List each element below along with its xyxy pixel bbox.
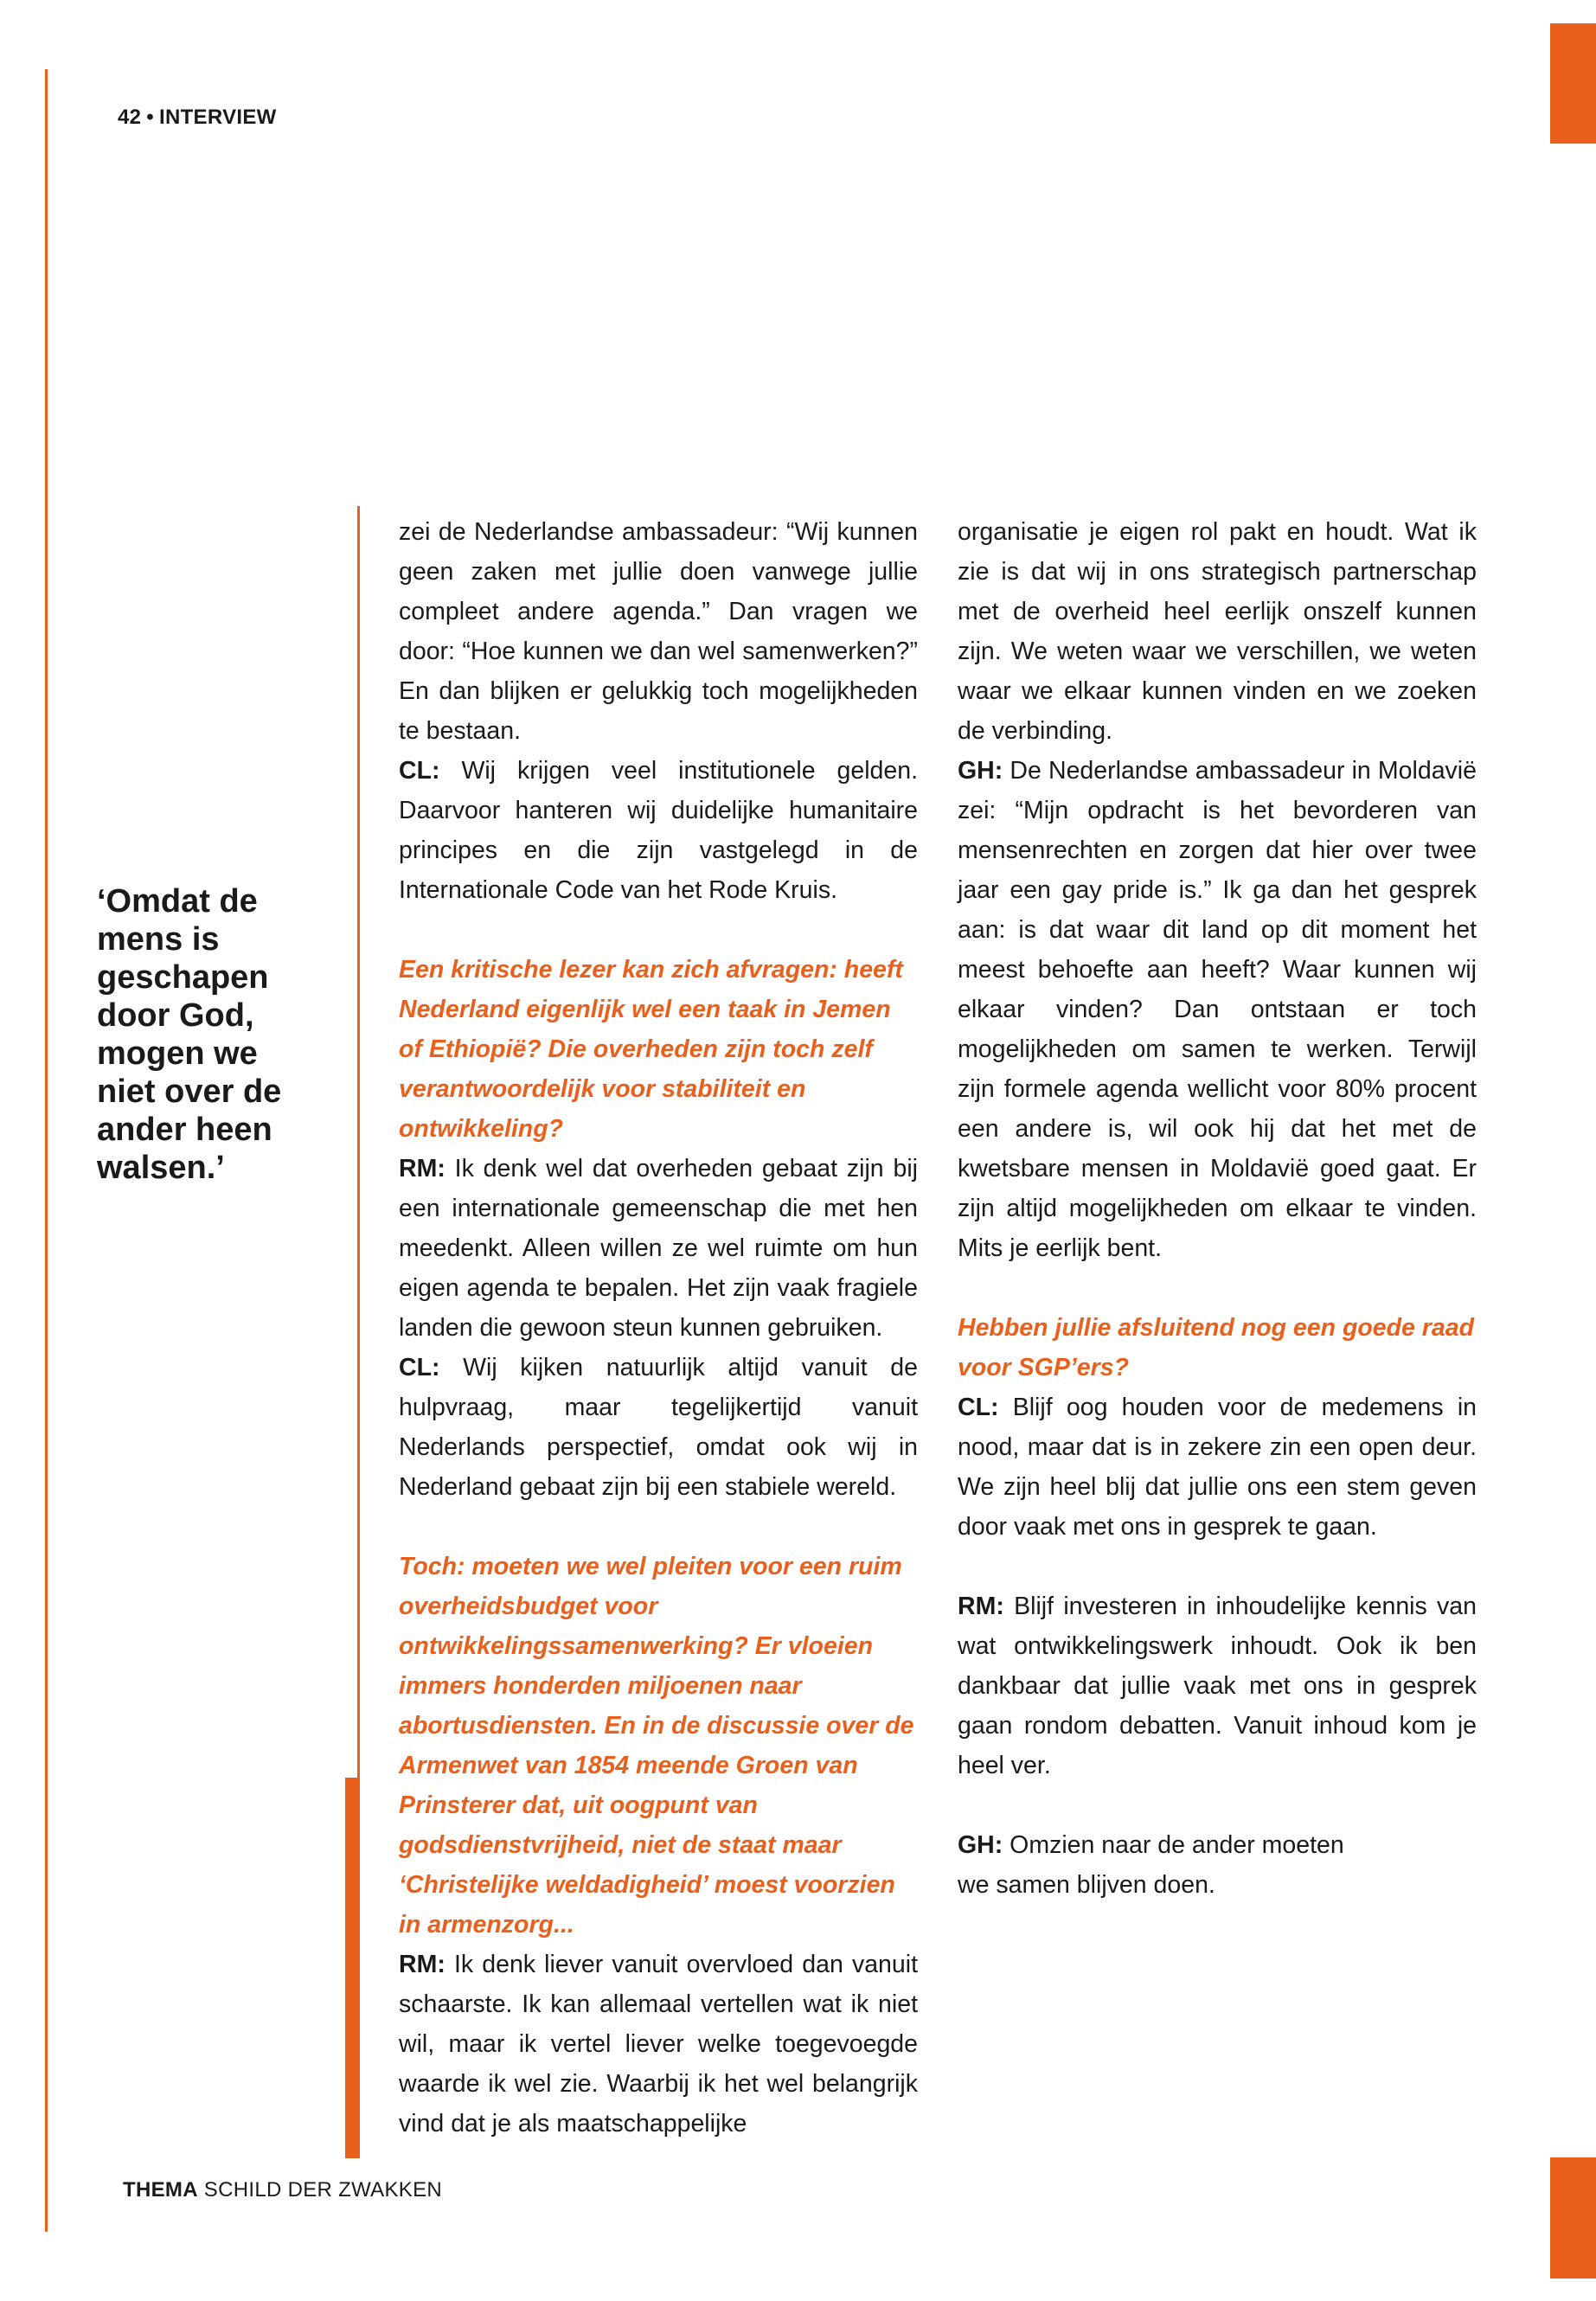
footer-theme-label: THEMA xyxy=(123,2178,198,2202)
paragraph: zei de Nederlandse ambassadeur: “Wij kunnen geen zaken met jullie doen vanwege jullie compleet andere agenda.” Dan vragen we door: “Hoe kunnen we dan wel samenwerken?” En dan blijken er gelukkig toch mogelijkheden te bestaan. xyxy=(399,518,918,745)
orange-edge-tab-bottom xyxy=(1550,2157,1596,2279)
interview-question: Een kritische lezer kan zich afvragen: heeft Nederland eigenlijk wel een taak in Jemen of Ethiopië? Die overheden zijn toch zelf verantwoordelijk voor stabiliteit en ontwikkeling? xyxy=(399,956,903,1143)
paragraph: organisatie je eigen rol pakt en houdt. Wat ik zie is dat wij in ons strategisch partnerschap met de overheid heel eerlijk onszelf kunnen zijn. We weten waar we verschillen, we weten waar we elkaar kunnen vinden en we zoeken de verbinding. xyxy=(958,518,1477,745)
speaker-label: CL: xyxy=(399,1354,440,1381)
paragraph: CL: Wij kijken natuurlijk altijd vanuit de hulpvraag, maar tegelijkertijd vanuit Nederlands perspectief, omdat ook wij in Nederland gebaat zijn bij een stabiele wereld. xyxy=(399,1354,918,1501)
speaker-label: RM: xyxy=(399,1951,445,1978)
text-column-1 xyxy=(399,512,918,2144)
column-rule xyxy=(357,506,360,1778)
paragraph: CL: Wij krijgen veel institutionele gelden. Daarvoor hanteren wij duidelijke humanitaire principes en die zijn vastgelegd in de Internationale Code van het Rode Kruis. xyxy=(399,757,918,904)
paragraph: RM: Ik denk wel dat overheden gebaat zijn bij een internationale gemeenschap die met hen meedenkt. Alleen willen ze wel ruimte om hun eigen agenda te bepalen. Het zijn vaak fragiele landen die gewoon steun kunnen gebruiken. xyxy=(399,1155,918,1342)
text-column-2 xyxy=(958,512,1477,1905)
paragraph: RM: Ik denk liever vanuit overvloed dan vanuit schaarste. Ik kan allemaal vertellen wat ik niet wil, maar ik vertel liever welke toegevoegde waarde ik wel zie. Waarbij ik het wel belangrijk vind dat je als maatschappelijke xyxy=(399,1951,918,2138)
speaker-label: GH: xyxy=(958,757,1003,785)
paragraph: GH: De Nederlandse ambassadeur in Moldavië zei: “Mijn opdracht is het bevorderen van mensenrechten en zorgen dat hier over twee jaar een gay pride is.” Ik ga dan het gesprek aan: is dat waar dit land op dit moment het meest behoefte aan heeft? Waar kunnen wij elkaar vinden? Dan ontstaan er toch mogelijkheden om samen te werken. Terwijl zijn formele agenda wellicht voor 80% procent een andere is, wil ook hij dat het met de kwetsbare mensen in Moldavië goed gaat. Er zijn altijd mogelijkheden om elkaar te vinden. Mits je eerlijk bent. xyxy=(958,757,1477,1262)
running-footer xyxy=(123,2178,442,2202)
interview-question: Hebben jullie afsluitend nog een goede raad voor SGP’ers? xyxy=(958,1314,1475,1381)
speaker-label: RM: xyxy=(399,1155,445,1183)
paragraph: CL: Blijf oog houden voor de medemens in nood, maar dat is in zekere zin een open deur. We zijn heel blij dat jullie ons een stem geven door vaak met ons in gesprek te gaan. xyxy=(958,1394,1477,1541)
section-title: INTERVIEW xyxy=(159,106,277,129)
column-rule-accent xyxy=(345,1778,360,2158)
speaker-label: RM: xyxy=(958,1593,1004,1620)
header-separator: • xyxy=(146,106,154,129)
speaker-label: CL: xyxy=(399,757,440,785)
speaker-label: CL: xyxy=(958,1394,999,1421)
pull-quote: ‘Omdat de mens is geschapen door God, mogen we niet over de ander heen walsen.’ xyxy=(97,883,282,1186)
footer-theme-title: SCHILD DER ZWAKKEN xyxy=(197,2178,443,2202)
interview-question: Toch: moeten we wel pleiten voor een ruim overheidsbudget voor ontwikkelingssamenwerking? Er vloeien immers honderden miljoenen naar abortusdiensten. En in de discussie over de Armenwet van 1854 meende Groen van Prinsterer dat, uit oogpunt van godsdienstvrijheid, niet de staat maar ‘Christelijke weldadigheid’ moest voorzien in armenzorg... xyxy=(399,1553,914,1939)
paragraph: GH: Omzien naar de ander moeten we samen blijven doen. xyxy=(958,1831,1344,1899)
left-margin-rule xyxy=(45,69,48,2232)
orange-edge-tab-top xyxy=(1550,23,1596,144)
page-number: 42 xyxy=(118,106,142,129)
running-header xyxy=(118,106,277,130)
paragraph: RM: Blijf investeren in inhoudelijke kennis van wat ontwikkelingswerk inhoudt. Ook ik ben dankbaar dat jullie vaak met ons in gesprek gaan rondom debatten. Vanuit inhoud kom je heel ver. xyxy=(958,1593,1477,1779)
speaker-label: GH: xyxy=(958,1831,1003,1859)
